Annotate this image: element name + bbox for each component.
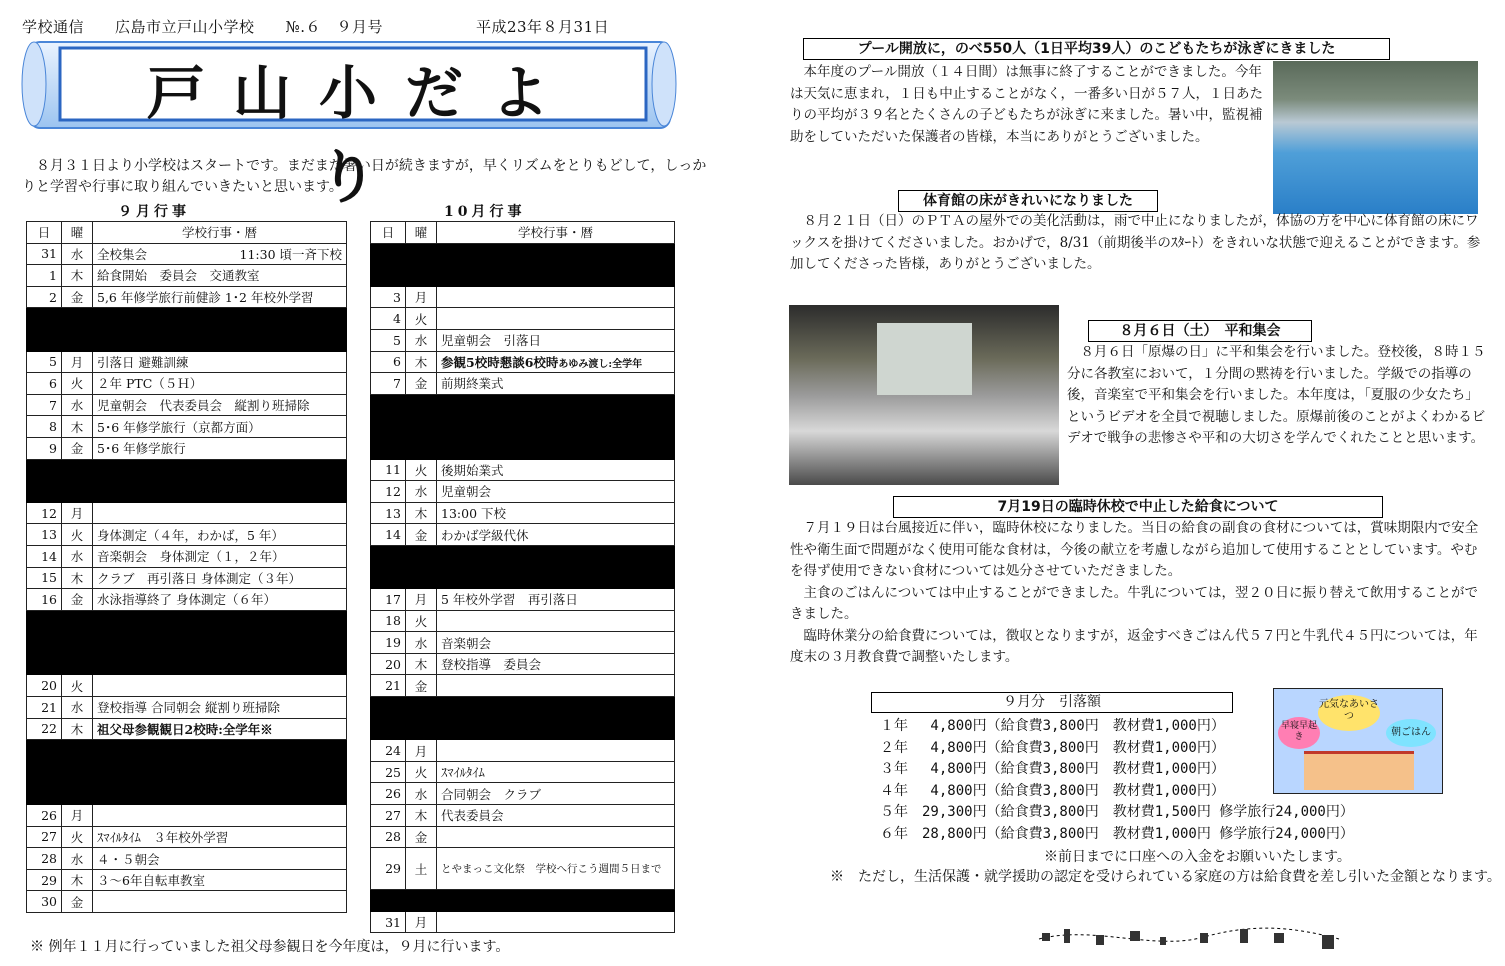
weekday-cell: 水 <box>62 697 93 719</box>
blocked-cell <box>371 265 675 287</box>
blocked-cell <box>27 783 347 805</box>
calendar-row <box>27 286 347 308</box>
calendar-row <box>27 394 347 416</box>
day-cell: 14 <box>27 545 62 567</box>
calendar-blocked-row <box>27 653 347 675</box>
calendar-row <box>371 524 675 546</box>
calendar-row <box>27 718 347 740</box>
event-text: 登校指導 委員会 <box>441 657 542 673</box>
weekday-cell: 水 <box>406 632 437 654</box>
calendar-row <box>27 545 347 567</box>
weekday-cell: 水 <box>62 394 93 416</box>
event-cell <box>93 697 347 719</box>
event-cell <box>437 589 675 611</box>
blocked-cell <box>371 718 675 740</box>
blocked-cell <box>27 329 347 351</box>
day-cell: 5 <box>27 351 62 373</box>
calendar-blocked-row <box>371 265 675 287</box>
greeting-bubble: 元気なあいさつ <box>1318 695 1380 731</box>
weekday-cell: 金 <box>62 286 93 308</box>
gym-heading: 体育館の床がきれいになりました <box>898 190 1158 212</box>
event-cell <box>437 286 675 308</box>
event-text: 給食開始 委員会 交通教室 <box>97 268 260 284</box>
calendar-row <box>371 351 675 373</box>
calendar-blocked-row <box>371 567 675 589</box>
weekday-cell: 金 <box>406 675 437 697</box>
day-cell: 8 <box>27 416 62 438</box>
day-cell: 28 <box>27 848 62 870</box>
masthead-title: 戸山小だより <box>146 59 577 211</box>
early-sleep-bubble: 早寝早起き <box>1278 717 1320 749</box>
event-text: 合同朝会 クラブ <box>441 786 542 802</box>
calendar-blocked-row <box>27 308 347 330</box>
weekday-cell: 水 <box>406 783 437 805</box>
event-text: 音楽朝会 身体測定（１，２年） <box>97 549 285 565</box>
event-cell <box>437 675 675 697</box>
calendar-blocked-row <box>27 632 347 654</box>
day-cell: 31 <box>27 243 62 265</box>
lunch-heading: 7月19日の臨時休校で中止した給食について <box>893 496 1383 518</box>
day-cell: 7 <box>27 394 62 416</box>
weekday-cell: 火 <box>62 675 93 697</box>
event-right-text: 11:30 頃一斉下校 <box>239 246 342 262</box>
calendar-header-row <box>371 222 675 244</box>
calendar-row <box>371 783 675 805</box>
calendar-row <box>27 265 347 287</box>
event-cell <box>437 329 675 351</box>
day-cell: 21 <box>27 697 62 719</box>
pool-photo <box>1273 61 1478 214</box>
calendar-row <box>371 481 675 503</box>
weekday-cell: 金 <box>406 373 437 395</box>
weekday-cell: 金 <box>62 891 93 913</box>
weekday-cell: 月 <box>406 589 437 611</box>
calendar-blocked-row <box>371 243 675 265</box>
weekday-cell: 水 <box>406 481 437 503</box>
calendar-blocked-row <box>371 890 675 912</box>
calendar-blocked-row <box>27 610 347 632</box>
calendar-row <box>371 502 675 524</box>
calendar-row <box>371 675 675 697</box>
weekday-cell: 木 <box>62 265 93 287</box>
event-cell <box>93 718 347 740</box>
calendar-row <box>371 308 675 330</box>
event-text: 児童朝会 引落日 <box>441 333 542 349</box>
weekday-cell: 火 <box>62 524 93 546</box>
day-cell: 31 <box>371 911 406 933</box>
event-cell <box>437 610 675 632</box>
weekday-cell: 木 <box>406 653 437 675</box>
calendar-blocked-row <box>371 718 675 740</box>
weekday-cell: 木 <box>62 869 93 891</box>
event-cell <box>437 308 675 330</box>
peace-heading: ８月６日（土） 平和集会 <box>1088 320 1312 342</box>
weekday-cell: 月 <box>62 805 93 827</box>
intro-paragraph: ８月３１日より小学校はスタートです。まだまだ暑い日が続きますが，早くリズムをとりもどして，しっかりと学習や行事に取り組んでいきたいと思います。 <box>22 158 707 195</box>
weekday-cell: 水 <box>62 848 93 870</box>
pool-heading: プール開放に，のべ550人（1日平均39人）のこどもたちが泳ぎにきました <box>803 38 1390 60</box>
calendar-row <box>27 351 347 373</box>
calendar-row <box>371 740 675 762</box>
event-text: 13:00 下校 <box>441 506 506 522</box>
day-cell: 13 <box>371 502 406 524</box>
day-cell: 13 <box>27 524 62 546</box>
calendar-header-cell: 日 <box>27 222 62 244</box>
weekday-cell: 火 <box>62 826 93 848</box>
calendar-header-cell: 曜 <box>62 222 93 244</box>
event-cell <box>437 805 675 827</box>
event-text: ｽﾏｲﾙﾀｲﾑ <box>441 765 485 781</box>
event-cell <box>93 805 347 827</box>
calendar-row <box>371 805 675 827</box>
blocked-cell <box>371 416 675 438</box>
day-cell: 26 <box>27 805 62 827</box>
event-text: 5･6 年修学旅行（京都方面） <box>97 419 261 435</box>
event-text: 引落日 避難訓練 <box>97 354 189 370</box>
calendar-row <box>371 329 675 351</box>
weekday-cell: 金 <box>62 589 93 611</box>
day-cell: 26 <box>371 783 406 805</box>
decorative-divider <box>1034 925 1344 951</box>
children-illustration <box>1304 751 1414 790</box>
lunch-body <box>790 518 1488 669</box>
calendar-blocked-row <box>371 416 675 438</box>
lunch-paragraph-1: ７月１９日は台風接近に伴い，臨時休校になりました。当日の給食の副食の食材については，賞味期限内で安全性や衛生面で問題がなく使用可能な食材は，今後の献立を考慮しながら追加して使用することとしています。やむを得ず使用できない食材については処分させていただきました。 <box>790 520 1479 579</box>
weekday-cell: 金 <box>406 826 437 848</box>
day-cell: 17 <box>371 589 406 611</box>
event-cell <box>93 373 347 395</box>
event-text: 参観5校時懇談6校時 <box>441 354 559 370</box>
event-text: 身体測定（４年，わかば，5 年） <box>97 527 284 543</box>
event-cell <box>93 567 347 589</box>
sep-calendar-table <box>26 221 347 913</box>
weekday-cell: 月 <box>406 740 437 762</box>
blocked-cell <box>371 243 675 265</box>
event-cell <box>437 761 675 783</box>
event-text: 祖父母参観観日2校時:全学年※ <box>97 721 273 737</box>
weekday-cell: 月 <box>406 286 437 308</box>
blocked-cell <box>27 632 347 654</box>
day-cell: 14 <box>371 524 406 546</box>
event-cell <box>437 524 675 546</box>
event-text: ２年 PTC（５Ｈ） <box>97 376 203 392</box>
oct-calendar-table <box>370 221 675 933</box>
calendar-blocked-row <box>371 437 675 459</box>
event-cell <box>437 502 675 524</box>
event-cell <box>437 373 675 395</box>
calendar-row <box>371 761 675 783</box>
calendar-blocked-row <box>371 394 675 416</box>
event-text: 児童朝会 代表委員会 縦割り班掃除 <box>97 398 310 414</box>
day-cell: 6 <box>27 373 62 395</box>
calendar-row <box>371 848 675 890</box>
blocked-cell <box>27 740 347 762</box>
blocked-cell <box>27 308 347 330</box>
event-text: 5･6 年修学旅行 <box>97 441 186 457</box>
calendar-row <box>27 416 347 438</box>
footnote: ※ 例年１１月に行っていました祖父母参観日を今年度は，９月に行います。 <box>30 939 510 955</box>
calendar-row <box>371 911 675 933</box>
lunch-paragraph-2: 主食のごはんについては中止することができました。牛乳については，翌２０日に振り替えて飲用することができました。 <box>790 584 1478 622</box>
day-cell: 25 <box>371 761 406 783</box>
calendar-header-cell: 日 <box>371 222 406 244</box>
day-cell: 27 <box>27 826 62 848</box>
weekday-cell: 木 <box>406 502 437 524</box>
peace-assembly-photo <box>789 305 1059 485</box>
fee-row: １年 4,800円（給食費3,800円 教材費1,000円） <box>880 718 1225 734</box>
day-cell: 16 <box>27 589 62 611</box>
event-text: 5,6 年修学旅行前健診 1･2 年校外学習 <box>97 290 314 306</box>
peace-body: ８月６日「原爆の日」に平和集会を行いました。登校後，８時１５分に各教室において，１分間の黙祷を行いました。学級での指導の後，音楽室で平和集会を行いました。本年度は，「夏服の少女たち」というビデオを全員で視聴しました。原爆前後のことがよくわかるビデオで戦争の悲惨さや平和の大切さを学んでくれたことと思います。 <box>1067 344 1486 446</box>
calendar-row <box>27 697 347 719</box>
weekday-cell: 木 <box>406 351 437 373</box>
event-cell <box>93 545 347 567</box>
day-cell: 3 <box>371 286 406 308</box>
calendar-row <box>371 373 675 395</box>
calendar-row <box>27 805 347 827</box>
event-cell <box>93 848 347 870</box>
weekday-cell: 火 <box>406 610 437 632</box>
calendar-row <box>371 459 675 481</box>
pool-body: 本年度のプール開放（１４日間）は無事に終了することができました。今年は天気に恵まれ，１日も中止することがなく，一番多い日が５７人，１日あたりの平均が３９名とたくさんの子どもたちが泳ぎに来ました。暑い中，監視補助をしていただいた保護者の皆様，本当にありがとうございました。 <box>790 64 1264 145</box>
fee-row: ２年 4,800円（給食費3,800円 教材費1,000円） <box>880 739 1225 756</box>
weekday-cell: 土 <box>406 848 437 890</box>
event-cell <box>93 416 347 438</box>
event-text: ｽﾏｲﾙﾀｲﾑ ３年校外学習 <box>97 829 229 845</box>
event-cell <box>93 826 347 848</box>
event-text: 全校集会 <box>97 246 148 262</box>
blocked-cell <box>371 567 675 589</box>
day-cell: 12 <box>371 481 406 503</box>
calendar-row <box>27 243 347 265</box>
event-cell <box>437 481 675 503</box>
calendar-row <box>371 826 675 848</box>
blocked-cell <box>371 394 675 416</box>
calendar-blocked-row <box>27 783 347 805</box>
event-text: 前期終業式 <box>441 376 504 392</box>
weekday-cell: 木 <box>62 567 93 589</box>
calendar-row <box>27 848 347 870</box>
calendar-blocked-row <box>27 481 347 503</box>
event-cell <box>437 653 675 675</box>
blocked-cell <box>371 545 675 567</box>
calendar-row <box>27 502 347 524</box>
calendar-blocked-row <box>371 545 675 567</box>
weekday-cell: 水 <box>62 243 93 265</box>
calendar-row <box>27 869 347 891</box>
fees-welfare-note: ※ ただし，生活保護・就学援助の認定を受けられている家庭の方は給食費を差し引いた金額となります。 <box>830 869 1501 885</box>
day-cell: 11 <box>371 459 406 481</box>
event-cell <box>93 351 347 373</box>
newsletter-header: 学校通信 広島市立戸山小学校 №.６ ９月号 平成23年８月31日 <box>22 18 610 36</box>
weekday-cell: 月 <box>406 911 437 933</box>
calendar-blocked-row <box>27 329 347 351</box>
day-cell: 29 <box>371 848 406 890</box>
calendar-blocked-row <box>27 740 347 762</box>
blocked-cell <box>27 610 347 632</box>
blocked-cell <box>27 481 347 503</box>
projection-screen <box>877 323 972 395</box>
day-cell: 30 <box>27 891 62 913</box>
calendar-row <box>371 610 675 632</box>
weekday-cell: 火 <box>406 761 437 783</box>
weekday-cell: 火 <box>406 308 437 330</box>
calendar-row <box>371 632 675 654</box>
fee-row: ３年 4,800円（給食費3,800円 教材費1,000円） <box>880 761 1225 777</box>
event-cell <box>437 351 675 373</box>
blocked-cell <box>371 437 675 459</box>
fees-heading: ９月分 引落額 <box>871 692 1233 713</box>
oct-calendar-title: 10月行事 <box>444 204 526 220</box>
event-text: わかば学級代休 <box>441 527 529 543</box>
event-cell <box>437 848 675 890</box>
event-text: とやまっこ文化祭 学校へ行こう週間５日まで <box>441 862 662 875</box>
calendar-header-row <box>27 222 347 244</box>
calendar-blocked-row <box>27 761 347 783</box>
event-subtext: あゆみ渡し:全学年 <box>558 358 643 370</box>
day-cell: 9 <box>27 437 62 459</box>
weekday-cell: 水 <box>62 545 93 567</box>
calendar-row <box>27 437 347 459</box>
weekday-cell: 木 <box>406 805 437 827</box>
calendar-header-cell: 曜 <box>406 222 437 244</box>
calendar-row <box>27 891 347 913</box>
day-cell: 20 <box>371 653 406 675</box>
weekday-cell: 木 <box>62 416 93 438</box>
event-cell <box>93 265 347 287</box>
calendar-row <box>27 524 347 546</box>
day-cell: 6 <box>371 351 406 373</box>
event-text: ４・５朝会 <box>97 851 160 867</box>
event-text: 5 年校外学習 再引落日 <box>441 592 578 608</box>
day-cell: 29 <box>27 869 62 891</box>
day-cell: 19 <box>371 632 406 654</box>
calendar-row <box>27 675 347 697</box>
day-cell: 18 <box>371 610 406 632</box>
day-cell: 28 <box>371 826 406 848</box>
event-text: ３～6年自転車教室 <box>97 873 205 889</box>
event-cell <box>437 459 675 481</box>
fees-deadline-note: ※前日までに口座への入金をお願いいたします。 <box>1044 849 1351 865</box>
calendar-header-cell: 学校行事・暦 <box>93 222 347 244</box>
calendar-row <box>27 589 347 611</box>
fee-row: ６年 28,800円（給食費3,800円 教材費1,000円 修学旅行24,000円） <box>880 825 1354 842</box>
calendar-row <box>27 373 347 395</box>
day-cell: 4 <box>371 308 406 330</box>
day-cell: 24 <box>371 740 406 762</box>
day-cell: 7 <box>371 373 406 395</box>
day-cell: 15 <box>27 567 62 589</box>
day-cell: 12 <box>27 502 62 524</box>
gym-body: ８月２１日（日）のＰＴＡの屋外での美化活動は，雨で中止になりましたが，体協の方を中心に体育館の床にワックスを掛けてくださいました。おかげで，8/31（前期後半のｽﾀｰﾄ）をきれいな状態で迎えることができます。参加してくださった皆様，ありがとうございました。 <box>790 213 1481 272</box>
event-text: 登校指導 合同朝会 縦割り班掃除 <box>97 700 280 716</box>
event-cell <box>93 869 347 891</box>
event-cell <box>93 524 347 546</box>
calendar-row <box>27 826 347 848</box>
event-cell <box>93 286 347 308</box>
event-cell <box>93 437 347 459</box>
weekday-cell: 水 <box>406 329 437 351</box>
lifestyle-clipart <box>1273 688 1443 794</box>
event-cell <box>437 740 675 762</box>
weekday-cell: 金 <box>406 524 437 546</box>
lunch-paragraph-3: 臨時休業分の給食費については，徴収となりますが，返金すべきごはん代５７円と牛乳代４５円については，年度末の３月教食費で調整いたします。 <box>790 627 1478 665</box>
day-cell: 21 <box>371 675 406 697</box>
weekday-cell: 木 <box>62 718 93 740</box>
calendar-row <box>371 653 675 675</box>
event-cell <box>93 589 347 611</box>
event-text: 児童朝会 <box>441 484 492 500</box>
weekday-cell: 月 <box>62 502 93 524</box>
event-cell <box>93 243 347 265</box>
fee-row: ４年 4,800円（給食費3,800円 教材費1,000円） <box>880 782 1225 799</box>
calendar-blocked-row <box>27 459 347 481</box>
day-cell: 22 <box>27 718 62 740</box>
event-cell <box>437 826 675 848</box>
day-cell: 2 <box>27 286 62 308</box>
blocked-cell <box>27 761 347 783</box>
fee-row: ５年 29,300円（給食費3,800円 教材費1,500円 修学旅行24,000円） <box>880 804 1354 820</box>
event-cell <box>437 783 675 805</box>
blocked-cell <box>27 459 347 481</box>
calendar-blocked-row <box>371 697 675 719</box>
blocked-cell <box>371 890 675 912</box>
event-text: 代表委員会 <box>441 808 504 824</box>
day-cell: 5 <box>371 329 406 351</box>
event-cell <box>437 632 675 654</box>
event-cell <box>93 394 347 416</box>
day-cell: 27 <box>371 805 406 827</box>
event-text: クラブ 再引落日 身体測定（３年） <box>97 570 301 586</box>
event-text: 後期始業式 <box>441 462 504 478</box>
breakfast-bubble: 朝ごはん <box>1386 719 1436 747</box>
event-cell <box>93 502 347 524</box>
event-cell <box>93 891 347 913</box>
calendar-row <box>27 567 347 589</box>
weekday-cell: 金 <box>62 437 93 459</box>
weekday-cell: 月 <box>62 351 93 373</box>
blocked-cell <box>27 653 347 675</box>
day-cell: 1 <box>27 265 62 287</box>
event-text: 音楽朝会 <box>441 635 492 651</box>
event-cell <box>437 911 675 933</box>
weekday-cell: 火 <box>62 373 93 395</box>
calendar-header-cell: 学校行事・暦 <box>437 222 675 244</box>
day-cell: 20 <box>27 675 62 697</box>
weekday-cell: 火 <box>406 459 437 481</box>
event-text: 水泳指導終了 身体測定（６年） <box>97 592 276 608</box>
sep-calendar-title: ９月行事 <box>118 204 190 220</box>
blocked-cell <box>371 697 675 719</box>
calendar-row <box>371 286 675 308</box>
calendar-row <box>371 589 675 611</box>
event-cell <box>93 675 347 697</box>
